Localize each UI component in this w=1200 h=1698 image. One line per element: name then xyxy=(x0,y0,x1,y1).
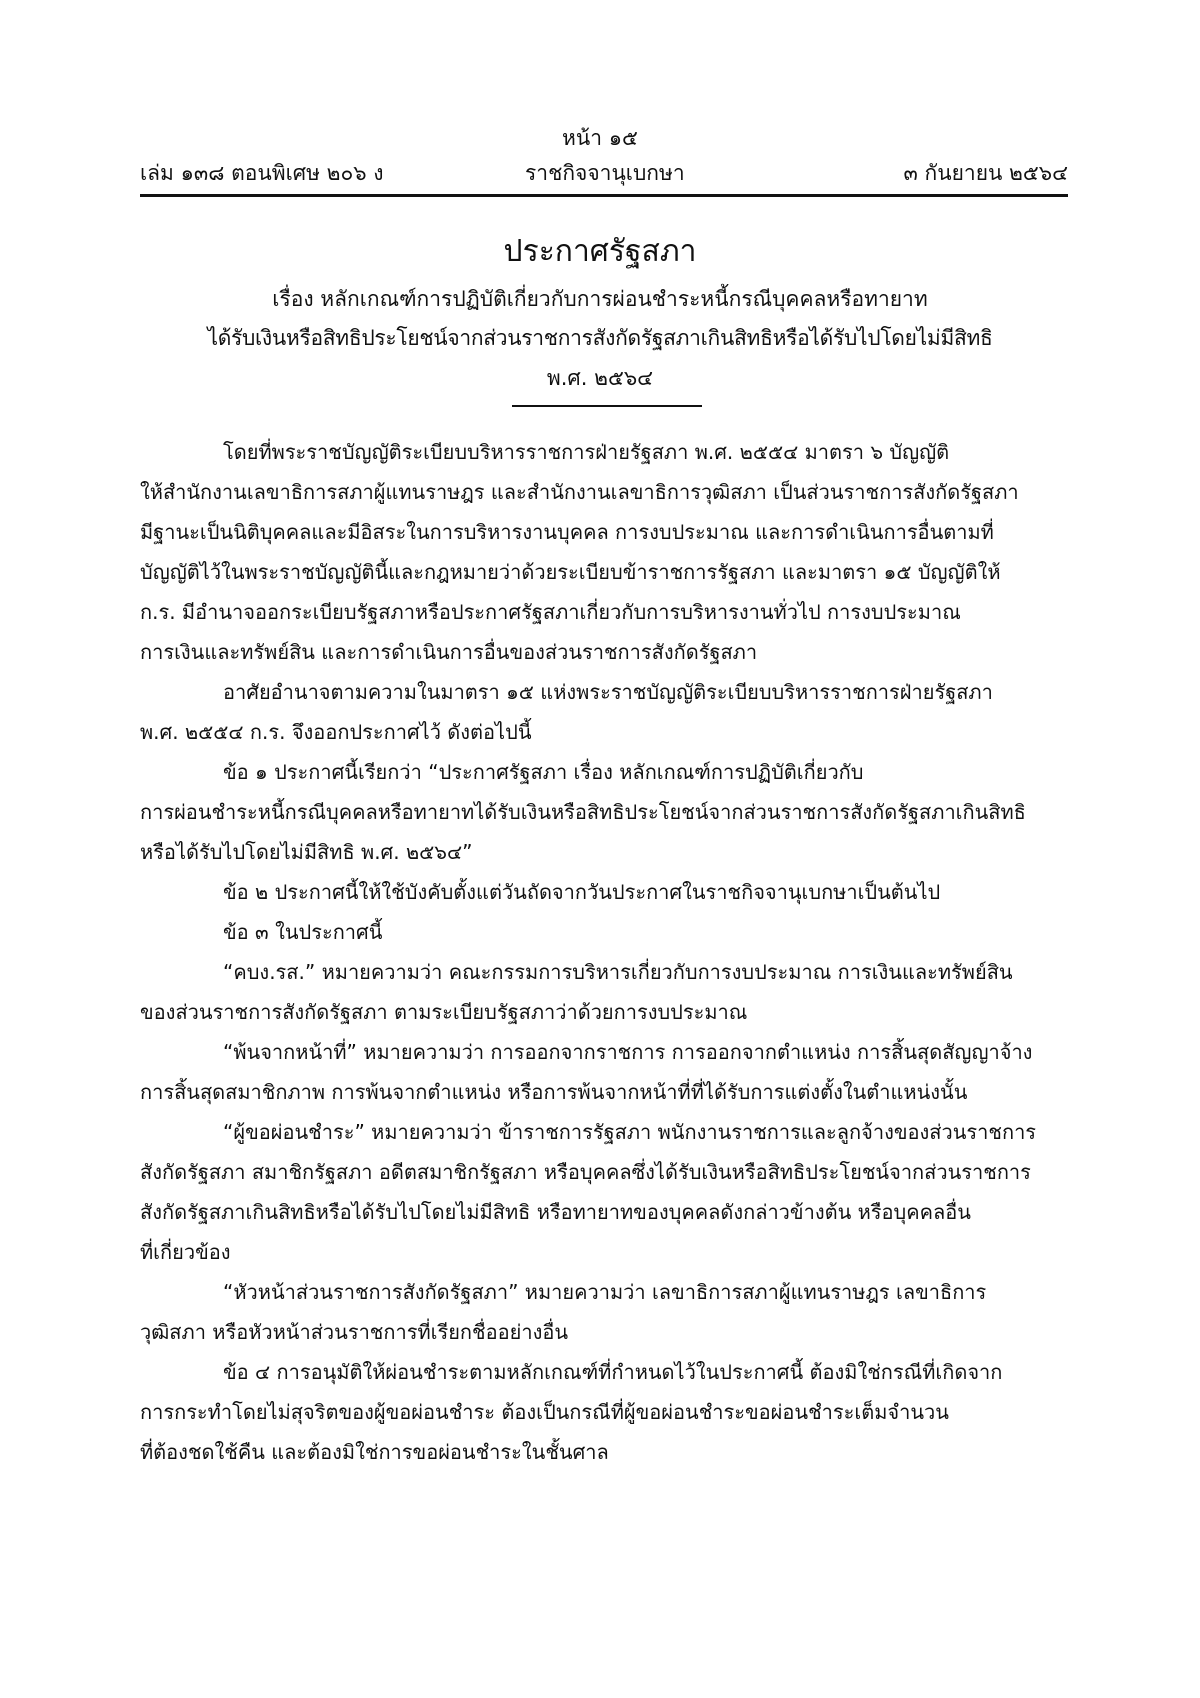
document-title: ประกาศรัฐสภา xyxy=(503,234,697,269)
gazette-name: ราชกิจจานุเบกษา xyxy=(525,161,685,185)
body-line: การกระทำโดยไม่สุจริตของผู้ขอผ่อนชำระ ต้องเป็นกรณีที่ผู้ขอผ่อนชำระขอผ่อนชำระเต็มจำนวน xyxy=(140,1400,949,1424)
subject-line-1: เรื่อง หลักเกณฑ์การปฏิบัติเกี่ยวกับการผ่อนชำระหนี้กรณีบุคคลหรือทายาท xyxy=(272,287,928,311)
body-line: พ.ศ. ๒๕๕๔ ก.ร. จึงออกประกาศไว้ ดังต่อไปนี้ xyxy=(140,720,532,744)
body-line: การสิ้นสุดสมาชิกภาพ การพ้นจากตำแหน่ง หรือการพ้นจากหน้าที่ที่ได้รับการแต่งตั้งในตำแหน่งนั้น xyxy=(140,1080,968,1104)
body-line: การผ่อนชำระหนี้กรณีบุคคลหรือทายาทได้รับเงินหรือสิทธิประโยชน์จากส่วนราชการสังกัดรัฐสภาเกินสิทธิ xyxy=(140,800,1026,824)
title-year: พ.ศ. ๒๕๖๔ xyxy=(546,366,654,390)
body-line: ของส่วนราชการสังกัดรัฐสภา ตามระเบียบรัฐสภาว่าด้วยการงบประมาณ xyxy=(140,1000,748,1024)
body-line: สังกัดรัฐสภาเกินสิทธิหรือได้รับไปโดยไม่มีสิทธิ หรือทายาทของบุคคลดังกล่าวข้างต้น หรือบุคคลอื่น xyxy=(140,1200,971,1224)
body-line: การเงินและทรัพย์สิน และการดำเนินการอื่นของส่วนราชการสังกัดรัฐสภา xyxy=(140,640,758,664)
body-line: หรือได้รับไปโดยไม่มีสิทธิ พ.ศ. ๒๕๖๔” xyxy=(140,840,473,864)
body-line: บัญญัติไว้ในพระราชบัญญัตินี้และกฎหมายว่าด้วยระเบียบข้าราชการรัฐสภา และมาตรา ๑๕ บัญญัติให้ xyxy=(140,560,1001,584)
subject-line-2: ได้รับเงินหรือสิทธิประโยชน์จากส่วนราชการสังกัดรัฐสภาเกินสิทธิหรือได้รับไปโดยไม่มีสิทธิ xyxy=(207,326,993,350)
document-body xyxy=(140,432,1068,1472)
body-line: มีฐานะเป็นนิติบุคคลและมีอิสระในการบริหารงานบุคคล การงบประมาณ และการดำเนินการอื่นตามที่ xyxy=(140,520,994,544)
body-line: โดยที่พระราชบัญญัติระเบียบบริหารราชการฝ่ายรัฐสภา พ.ศ. ๒๕๕๔ มาตรา ๖ บัญญัติ xyxy=(223,440,950,464)
body-line: ที่ต้องชดใช้คืน และต้องมิใช่การขอผ่อนชำระในชั้นศาล xyxy=(140,1440,609,1464)
page-number: หน้า ๑๕ xyxy=(562,126,638,150)
clause-3: ข้อ ๓ ในประกาศนี้ xyxy=(223,920,383,944)
body-line: ก.ร. มีอำนาจออกระเบียบรัฐสภาหรือประกาศรัฐสภาเกี่ยวกับการบริหารงานทั่วไป การงบประมาณ xyxy=(140,600,961,624)
body-line: สังกัดรัฐสภา สมาชิกรัฐสภา อดีตสมาชิกรัฐสภา หรือบุคคลซึ่งได้รับเงินหรือสิทธิประโยชน์จากส่วนราชการ xyxy=(140,1160,1031,1184)
clause-2: ข้อ ๒ ประกาศนี้ให้ใช้บังคับตั้งแต่วันถัดจากวันประกาศในราชกิจจานุเบกษาเป็นต้นไป xyxy=(223,880,941,904)
definition-kbs: “คบง.รส.” หมายความว่า คณะกรรมการบริหารเกี่ยวกับการงบประมาณ การเงินและทรัพย์สิน xyxy=(223,960,1013,984)
publication-date: ๓ กันยายน ๒๕๖๔ xyxy=(903,161,1068,185)
gazette-header xyxy=(140,157,1068,191)
title-rule xyxy=(512,405,702,407)
body-line: อาศัยอำนาจตามความในมาตรา ๑๕ แห่งพระราชบัญญัติระเบียบบริหารราชการฝ่ายรัฐสภา xyxy=(223,680,993,704)
clause-1: ข้อ ๑ ประกาศนี้เรียกว่า “ประกาศรัฐสภา เรื่อง หลักเกณฑ์การปฏิบัติเกี่ยวกับ xyxy=(223,760,864,784)
header-rule xyxy=(140,194,1068,197)
definition-leave-duty: “พ้นจากหน้าที่” หมายความว่า การออกจากราชการ การออกจากตำแหน่ง การสิ้นสุดสัญญาจ้าง xyxy=(223,1040,1033,1064)
clause-4: ข้อ ๔ การอนุมัติให้ผ่อนชำระตามหลักเกณฑ์ที่กำหนดไว้ในประกาศนี้ ต้องมิใช่กรณีที่เกิดจาก xyxy=(223,1360,1003,1384)
body-line: ให้สำนักงานเลขาธิการสภาผู้แทนราษฎร และสำนักงานเลขาธิการวุฒิสภา เป็นส่วนราชการสังกัดรัฐสภา xyxy=(140,480,1019,504)
volume-info: เล่ม ๑๓๘ ตอนพิเศษ ๒๐๖ ง xyxy=(140,161,384,185)
definition-head-of-agency: “หัวหน้าส่วนราชการสังกัดรัฐสภา” หมายความว่า เลขาธิการสภาผู้แทนราษฎร เลขาธิการ xyxy=(223,1280,987,1304)
body-line: วุฒิสภา หรือหัวหน้าส่วนราชการที่เรียกชื่ออย่างอื่น xyxy=(140,1320,569,1344)
definition-applicant: “ผู้ขอผ่อนชำระ” หมายความว่า ข้าราชการรัฐสภา พนักงานราชการและลูกจ้างของส่วนราชการ xyxy=(223,1120,1037,1144)
body-line: ที่เกี่ยวข้อง xyxy=(140,1240,231,1264)
